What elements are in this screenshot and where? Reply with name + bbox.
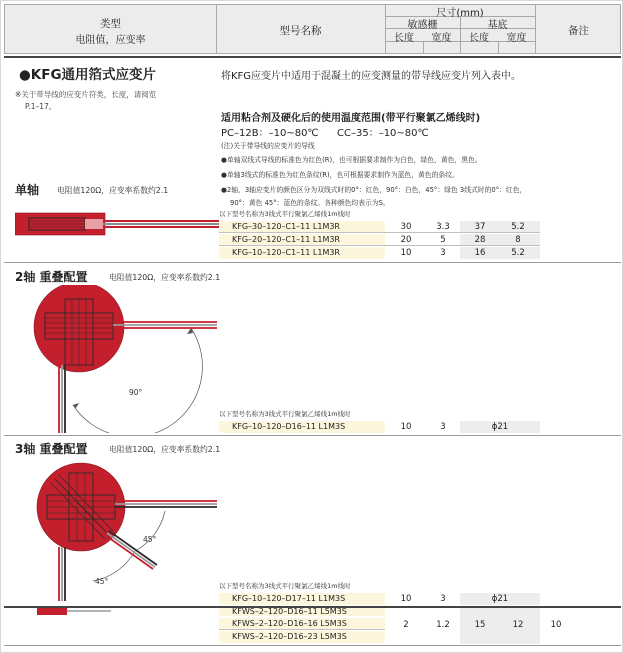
uniaxial-gauge-illustration — [15, 209, 219, 241]
lead-bullet-3b: 90°：黄色 45°：蓝色的条纹。各种颜色均表示为S。 — [230, 199, 390, 207]
biaxial-meta: 电阻值120Ω，应变率系数约2.1 — [109, 273, 221, 282]
kfg-intro: 将KFG应变片中适用于混凝土的应变测量的带导线应变片列入表中。 — [221, 71, 522, 82]
col-grid-width: 宽度 — [431, 33, 452, 44]
biaxial-gauge-illustration — [15, 285, 217, 433]
col-grid-label: 敏感栅 — [407, 20, 438, 31]
temp-range-title: 适用粘合剂及硬化后的使用温度范围(带平行聚氯乙烯线时) — [221, 113, 481, 124]
model-name: KFG–30–120–C1–11 L1M3R — [219, 221, 385, 233]
table-row — [219, 247, 621, 259]
base-length: 28 — [474, 235, 486, 245]
header-divider — [4, 56, 621, 58]
biaxial-caption: 以下型号名称为3线式平行聚氯乙烯线1m线时 — [219, 410, 351, 418]
kfws-base-width: 12 — [512, 620, 524, 630]
triaxial-gauge-illustration — [15, 457, 217, 601]
grid-width: 3.3 — [436, 222, 450, 232]
kfg-title: ●KFG通用箔式应变片 — [19, 67, 157, 83]
table-row — [219, 221, 621, 233]
model-name: KFWS–2–120–D16–11 L5M3S — [219, 608, 385, 616]
table-row — [219, 421, 621, 433]
kfws-base-length: 15 — [474, 620, 486, 630]
kfws-grid-length: 2 — [403, 620, 409, 630]
grid-width: 3 — [440, 248, 446, 258]
base-diameter: ϕ21 — [491, 594, 509, 604]
kfws-remark: 10 — [550, 620, 562, 630]
triaxial-angle-label-2: 45° — [95, 577, 109, 586]
kfg-note-line1: ※关于带导线的应变片符类，长度，请阅览 — [15, 90, 157, 99]
section-divider — [4, 435, 621, 436]
table-row — [219, 608, 621, 616]
table-row — [219, 234, 621, 246]
triaxial-title: 3轴 重叠配置 — [15, 442, 88, 456]
col-model-label: 型号名称 — [279, 25, 322, 37]
col-type-label: 类型 — [100, 18, 121, 30]
lead-bullet-1: ●单轴双线式导线的标准色为红色(R)，也可根据要求制作为白色，绿色，黄色，黑色。 — [221, 156, 482, 164]
col-grid-length: 长度 — [394, 33, 414, 44]
model-name: KFG–10–120–D16–11 L1M3S — [219, 421, 385, 433]
grid-width: 5 — [440, 235, 446, 245]
table-row — [219, 593, 621, 605]
model-name: KFG–10–120–C1–11 L1M3R — [219, 247, 385, 259]
lead-bullet-3a: ●2轴，3轴应变片的颜色区分为双线式时的0°：红色，90°：白色，45°：绿色 3线式时的0°：红色， — [221, 186, 527, 194]
biaxial-title: 2轴 重叠配置 — [15, 270, 88, 284]
table-row — [219, 631, 621, 643]
grid-length: 30 — [400, 222, 412, 232]
col-base-width: 宽度 — [506, 33, 527, 44]
col-type-sublabel: 电阻值，应变率 — [75, 35, 146, 46]
grid-length: 20 — [400, 235, 412, 245]
base-length: 37 — [474, 222, 486, 232]
base-width: 5.2 — [511, 222, 525, 232]
uniaxial-title: 单轴 — [15, 183, 40, 197]
model-name: KFWS–2–120–D16–23 L5M3S — [219, 631, 385, 643]
model-name: KFG–10–120–D17–11 L1M3S — [219, 593, 385, 605]
lead-bullet-2: ●单轴3线式的标准色为红色条纹(R)，也可根据要求制作为蓝色，黄色的条纹。 — [221, 171, 459, 179]
col-size-label: 尺寸(mm) — [436, 8, 484, 19]
lead-note: (注)关于带导线的应变片的导线 — [221, 142, 315, 150]
bottom-divider — [4, 645, 621, 646]
grid-length: 10 — [400, 248, 412, 258]
triaxial-meta: 电阻值120Ω，应变率系数约2.1 — [109, 445, 221, 454]
col-base-length: 长度 — [469, 33, 489, 44]
grid-length: 10 — [400, 594, 412, 604]
temp-range-pc: PC–12B：–10~80℃ — [221, 128, 319, 139]
table-header — [4, 4, 621, 54]
kfws-grid-width: 1.2 — [436, 620, 450, 630]
base-diameter: ϕ21 — [491, 422, 509, 432]
kfg-note-line2: P.1–17。 — [25, 102, 57, 111]
base-width: 5.2 — [511, 248, 525, 258]
grid-length: 10 — [400, 422, 412, 432]
uniaxial-caption: 以下型号名称为3线式平行聚氯乙烯线1m线时 — [219, 210, 351, 218]
grid-width: 3 — [440, 422, 446, 432]
base-length: 16 — [474, 248, 486, 258]
grid-width: 3 — [440, 594, 446, 604]
col-base-label: 基底 — [487, 20, 508, 31]
uniaxial-meta: 电阻值120Ω，应变率系数约2.1 — [57, 186, 169, 195]
model-name: KFWS–2–120–D16–16 L5M3S — [219, 618, 385, 630]
col-remark-label: 备注 — [568, 25, 589, 37]
triaxial-angle-label-1: 45° — [143, 535, 157, 544]
biaxial-angle-label: 90° — [129, 388, 143, 397]
section-divider — [4, 262, 621, 263]
kfws-gauge-illustration — [31, 608, 111, 620]
base-width: 8 — [515, 235, 521, 245]
triaxial-caption: 以下型号名称为3线式平行聚氯乙烯线1m线时 — [219, 582, 351, 590]
temp-range-cc: CC–35：–10~80℃ — [337, 128, 429, 139]
model-name: KFG–20–120–C1–11 L1M3R — [219, 234, 385, 246]
